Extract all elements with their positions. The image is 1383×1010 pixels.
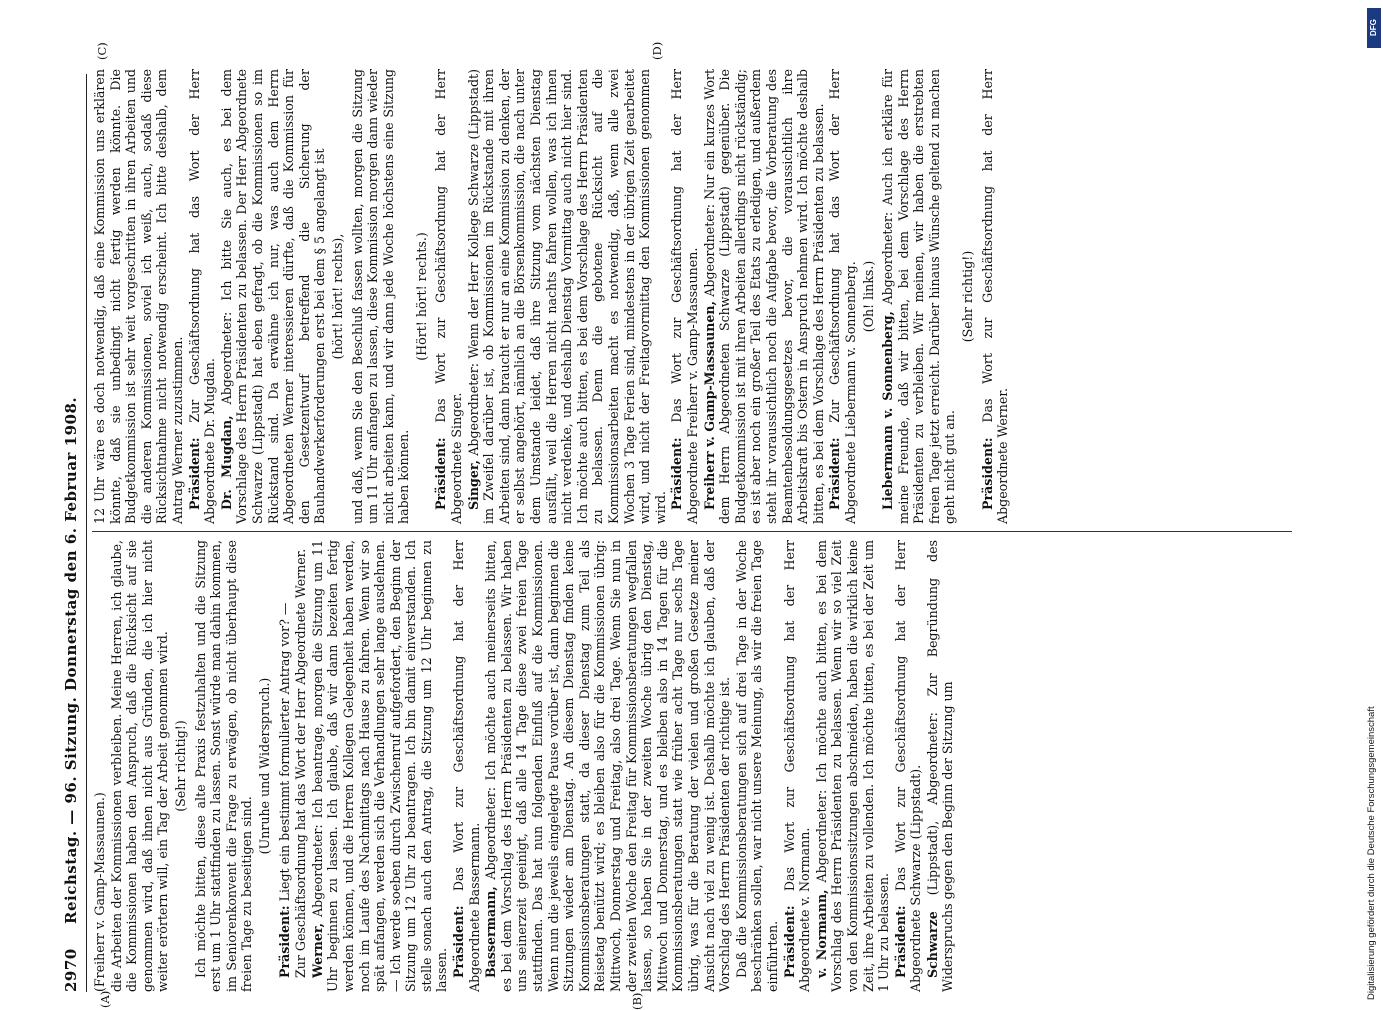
speech-text: Abgeordneter: Wenn der Herr Kollege Schwarze (Lippstadt) im Zweifel darüber ist, ob Kommissionen im Rückstande mit ihren Arbeiten sind, dann braucht er nur an eine Kommission zu denken, der er selbst angehört, nämlich an die Börsenkommission, die nach unter dem Umstande leidet, daß ihre Sitzung vom nächsten Dienstag ausfällt, weil die Herren nicht nachts fahren wollen, was ich ihnen nicht verdenke, und deshalb Dienstag Vormittag auch nicht hier sind. Ich möchte auch bitten, es bei dem Vorschlage des Herrn Präsidenten zu belassen. Denn die gebotene Rücksicht auf die Kommissionsarbeiten macht es notwendig, daß, wenn alle zwei Wochen 3 Tage Ferien sind, mindestens in der übrigen Zeit gearbeitet wird, und nicht der Freitagvormittag den Kommissionen genommen wird. — [465, 69, 668, 524]
column-divider — [92, 531, 1292, 532]
speaker-name: Präsident: — [451, 905, 467, 978]
paragraph — [219, 69, 328, 524]
interjection: (Hört! hört! rechts.) — [413, 232, 429, 361]
speaker-name: Präsident: — [827, 437, 843, 510]
speaker-name: Bassermann, — [483, 886, 499, 978]
right-column — [92, 69, 1012, 524]
paragraph: Ich möchte bitten, diese alte Praxis festzuhalten und die Sitzung erst um 1 Uhr stattfinden zu lassen. Sonst würde man dahin kommen, im Seniorenkonvent die Frage zu erwägen, ob nicht überhaupt diese freien Tage zu beseitigen sind. — [192, 540, 255, 992]
paragraph — [669, 69, 700, 524]
speaker-name: Werner, — [309, 922, 325, 978]
speaker-name: Freiherr v. Gamp-Massaunen, — [701, 301, 717, 510]
speech-text: Das Wort zur Geschäftsordnung hat der Herr Abgeordnete Werner. — [979, 69, 1011, 524]
speech-text: Abgeordneter: Ich möchte auch meinerseits bitten, es bei dem Vorschlag des Herrn Präsidenten zu belassen. Wir haben uns seinerzeit geeinigt, daß alle 14 Tage diese zwei freien Tage stattfinden. Das hat nun folgenden Einfluß auf die Kommissionen. Wenn nun die jeweils eingelegte Pause vorüber ist, dann beginnen die Sitzungen wieder am Dienstag. An diesem Dienstag finden keine Kommissionsberatungen statt, da dieser Dienstag zum Teil als Reisetag benützt wird; es bleiben also für die Kommissionen übrig: Mittwoch, Donnerstag und Freitag, also drei Tage. Wenn Sie nun in der zweiten Woche den Freitag für Kommissionsberatungen wegfallen lassen, so haben Sie in der zweiten Woche übrig den Dienstag, Mittwoch und Donnerstag, und es bleiben also in 14 Tagen für die Kommissionsberatungen statt wie früher acht Tage nur sechs Tage übrig, was für die Beratung der vielen und großen Gesetze meiner Ansicht nach viel zu wenig ist. Deshalb möchte ich glauben, daß der Vorschlag des Herrn Präsidenten der richtige ist. — [483, 540, 733, 992]
speech-text: Abgeordneter: Ich bitte Sie auch, es bei dem Vorschlage des Herrn Präsidenten zu belassen. Der Herr Abgeordnete Schwarze (Lippstadt) hat eben gefragt, ob die Kommissionen so im Rückstand sind. Da erwähne ich nur, was auch dem Herrn Abgeordneten Werner interessieren dürfte, daß die Kommission für den Gesetzentwurf betreffend die Sicherung der Bauhandwerkerforderungen erst bei dem § 5 angelangt ist — [218, 69, 328, 524]
speech-text: Das Wort zur Geschäftsordnung hat der Herr Abgeordnete Singer. — [433, 69, 465, 524]
paragraph — [782, 540, 813, 992]
paragraph: die Arbeiten der Kommissionen verbleiben. Meine Herren, ich glaube, die Kommissionen haben den Anspruch, daß die Rücksicht auf sie genommen wird, daß ihnen nicht aus Gründen, die ich hier nicht weiter erörtern will, ein Tag der Arbeit genommen wird. — [108, 540, 171, 992]
interjection: (Sehr richtig!) — [960, 250, 976, 343]
speech-text: Das Wort zur Geschäftsordnung hat der Herr Abgeordnete v. Normann. — [781, 540, 813, 992]
speech-text: Zur Geschäftsordnung hat das Wort der Herr Abgeordnete Liebermann v. Sonnenberg. — [827, 69, 858, 524]
speech-text: (Lippstadt), Abgeordneter: Zur Begründung des Widerspruchs gegen den Beginn der Sitzung um — [924, 540, 956, 992]
speech-text: Das Wort zur Geschäftsordnung hat der Herr Abgeordnete Bassermann. — [451, 540, 482, 992]
page-number: 2970 — [62, 948, 80, 992]
speech-text: Das Wort zur Geschäftsordnung hat der Herr Abgeordnete Schwarze (Lippstadt). — [892, 540, 924, 992]
speaker-name: Präsident: — [276, 905, 292, 978]
paragraph — [827, 69, 858, 524]
paragraph — [702, 69, 827, 524]
speaker-continuation: (Freiherr v. Gamp-Massaunen.) — [92, 792, 107, 992]
margin-marker-c: (C) — [95, 42, 109, 60]
digitization-credit: Digitalisierung gefördert durch die Deutsche Forschungsgemeinschaft — [1366, 706, 1377, 1000]
speech-text: Abgeordneter: Auch ich erkläre für meine Freunde, daß wir bitten, bei dem Vorschlage des Herrn Präsidenten zu verbleiben. Wir meinen, wir haben die erstrebten freien Tage jetzt erreicht. Darüber hinaus Wünsche geltend zu machen geht nicht gut an. — [880, 69, 958, 524]
speaker-name: Singer, — [465, 460, 481, 510]
speech-text: Abgeordneter: Nur ein kurzes Wort dem Herrn Abgeordneten Schwarze (Lippstadt) gegenüber. Die Budgetkommission ist mit ihren Arbeiten allerdings nicht rückständig; es ist aber noch ein großer Teil des Etats zu erledigen, und außerdem steht ihr voraussichtlich noch die Aufgabe bevor, die Vorberatung des Beamtenbesoldungsgesetzes bevor, die voraussichtlich ihre Arbeitskraft bis Ostern in Anspruch nehmen wird. Ich möchte deshalb bitten, es bei dem Vorschlage des Herrn Präsidenten zu belassen. — [701, 69, 826, 524]
paragraph: 12 Uhr wäre es doch notwendig, daß eine Kommission uns erklären könnte, daß sie unbedingt nicht fertig werden könnte. Die Budgetkommission ist sehr weit vorgeschritten in ihren Arbeiten und die anderen Kommissionen, soviel ich weiß, auch, sodaß diese Rücksichtnahme nicht notwendig erscheint. Ich bitte deshalb, dem Antrag Werner zuzustimmen. — [92, 69, 185, 524]
paragraph — [814, 540, 892, 992]
speaker-name: Präsident: — [186, 437, 202, 510]
paragraph — [925, 540, 956, 992]
paragraph: und daß, wenn Sie den Beschluß fassen wollten, morgen die Sitzung um 11 Uhr anfangen zu lassen, diese Kommission morgen dann wieder nicht arbeiten kann, und wir dann jede Woche höchstens eine Sitzung haben können. — [349, 69, 412, 524]
interjection: (hört! hört! rechts), — [329, 233, 345, 360]
paragraph — [880, 69, 958, 524]
running-header — [58, 74, 87, 992]
speech-text: Abgeordneter: Ich beantrage, morgen die Sitzung um 11 Uhr beginnen zu lassen. Ich glaube, daß wir dann bezeiten fertig werden können, und die Herren Kollegen Gelegenheit haben werden, noch im Laufe des Nachmittags nach Hause zu fahren. Wenn wir so spät anfangen, werden sich die Verhandlungen sehr lange ausdehnen. — Ich werde soeben durch Zwischenruf aufgefordert, den Beginn der Sitzung um 12 Uhr zu beantragen. Ich bin damit einverstanden. Ich stelle sonach auch den Antrag, die Sitzung um 12 Uhr beginnen zu lassen. — [309, 540, 450, 992]
speech-text: Das Wort zur Geschäftsordnung hat der Herr Abgeordnete Freiherr v. Gamp-Massaunen. — [669, 69, 700, 524]
paragraph — [187, 69, 218, 524]
paragraph — [980, 69, 1011, 524]
left-column — [92, 540, 957, 992]
paragraph — [893, 540, 924, 992]
speaker-name: Schwarze — [924, 911, 940, 978]
paragraph — [466, 69, 669, 524]
speech-text: Zur Geschäftsordnung hat das Wort der Herr Abgeordnete Dr. Mugdan. — [186, 69, 218, 524]
speaker-name: Präsident: — [433, 437, 449, 510]
dfg-logo: DFG — [1367, 8, 1381, 48]
margin-marker-d: (D) — [650, 41, 664, 60]
margin-marker-b: (B) — [630, 992, 644, 1010]
interjection: (Unruhe und Widerspruch.) — [256, 677, 272, 855]
speaker-name: Präsident: — [669, 437, 685, 510]
speech-text: Liegt ein bestimmt formulierter Antrag vor? — — [276, 602, 292, 902]
speaker-name: Präsident: — [979, 437, 995, 510]
paragraph — [277, 540, 293, 992]
paragraph — [451, 540, 482, 992]
speech-text: Abgeordneter: Ich möchte auch bitten, es bei dem Vorschlag des Herrn Präsidenten zu belassen. Wenn wir so viel Zeit von den Kommissionssitzungen abschneiden, haben die wirklich keine Zeit, ihre Arbeiten zu vollenden. Ich möchte bitten, es bei der Zeit um 1 Uhr zu belassen. — [813, 540, 892, 992]
interjection: (Oh! links.) — [860, 260, 876, 333]
speaker-name: Präsident: — [781, 905, 797, 978]
speaker-name: Präsident: — [892, 905, 908, 978]
paragraph — [310, 540, 450, 992]
speaker-name: v. Normann, — [813, 889, 829, 978]
speaker-name: Dr. Mugdan, — [218, 415, 234, 510]
paragraph — [433, 69, 464, 524]
speaker-name: Liebermann v. Sonnenberg, — [880, 311, 896, 510]
paragraph — [483, 540, 733, 992]
paragraph: Daß die Kommissionsberatungen sich auf drei Tage in der Woche beschränken sollen, war nicht unsere Meinung, als wir die freien Tage einführten. — [733, 540, 780, 992]
paragraph: Zur Geschäftsordnung hat das Wort der Herr Abgeordnete Werner. — [293, 548, 309, 978]
header-title: Reichstag. — 96. Sitzung. Donnerstag den 6. Februar 1908. — [62, 396, 80, 924]
margin-marker-a: (A) — [98, 990, 112, 1008]
interjection: (Sehr richtig!) — [172, 720, 188, 812]
